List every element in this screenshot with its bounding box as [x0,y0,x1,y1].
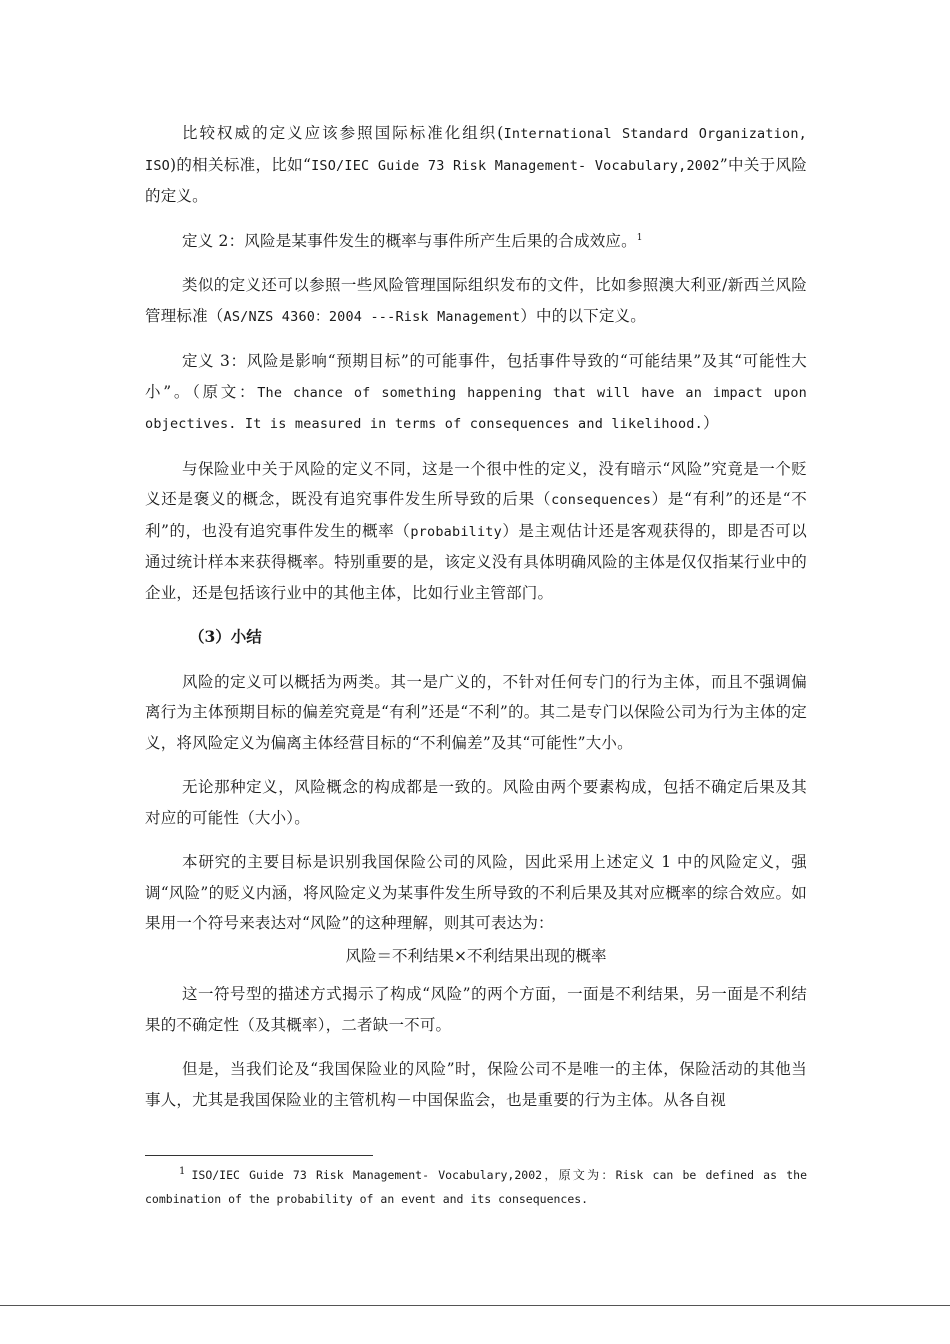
english-run: International Standard Organization, ISO [145,126,807,174]
text-run: ，原文为： [542,1168,616,1182]
english-run: AS/NZS 4360：2004 ---Risk Management [223,308,521,325]
english-run: consequences [551,492,652,508]
text-run: 与保险业中关于风险的定义不同，这是一个很中性的定义，没有暗示“风险”究竟是一个贬义还是褒义的概念，既没有追究事件发生所导致的后果（ [145,459,807,508]
paragraph-research-goal: 本研究的主要目标是识别我国保险公司的风险，因此采用上述定义 1 中的风险定义，强调“风险”的贬义内涵，将风险定义为某事件发生所导致的不利后果及其对应概率的综合效应。如果用一个符号来表达对“风险”的这种理解，则其可表达为： [145,853,807,932]
english-run: ISO/IEC Guide 73 Risk Management- Vocabulary,2002 [191,1168,543,1182]
text-run: )的相关标准，比如“ [169,155,312,174]
footnote: 1 ISO/IEC Guide 73 Risk Management- Vocabulary,2002，原文为：Risk can be defined as the combination of the probability of an event and its consequences. [145,1166,807,1206]
paragraph-definition-3 [145,346,807,440]
paragraph-other-subjects: 但是，当我们论及“我国保险业的风险”时，保险公司不是唯一的主体，保险活动的其他当事人，尤其是我国保险业的主管机构－中国保监会，也是重要的行为主体。从各自视 [145,1060,807,1109]
footnote-reference[interactable]: 1 [636,232,643,243]
risk-formula: 风险＝不利结果×不利结果出现的概率 [345,946,607,965]
text-run: 定义 2：风险是某事件发生的概率与事件所产生后果的合成效应。 [182,231,637,250]
text-run: ）中的以下定义。 [520,306,646,325]
paragraph-two-types: 风险的定义可以概括为两类。其一是广义的，不针对任何专门的行为主体，而且不强调偏离行为主体预期目标的偏差究竟是“有利”还是“不利”的。其二是专门以保险公司为行为主体的定义，将风险定义为偏离主体经营目标的“不利偏差”及其“可能性”大小。 [145,672,807,752]
paragraph-neutral-definition [145,454,807,609]
paragraph-two-aspects: 这一符号型的描述方式揭示了构成“风险”的两个方面，一面是不利结果，另一面是不利结果的不确定性（及其概率），二者缺一不可。 [145,985,807,1034]
text-run: ）是“有利”的还是“不利”的，也没有追究事件发生的概率（ [145,490,807,540]
section-heading-summary: （3）小结 [189,627,262,646]
text-run: 定义 3：风险是影响“预期目标”的可能事件，包括事件导致的“可能结果”及其“可能性大小”。（原文： [145,352,807,401]
paragraph-iso-reference [145,118,807,212]
text-run: ）是主观估计还是客观获得的，即是否可以通过统计样本来获得概率。特别重要的是，该定义没有具体明确风险的主体是仅仅指某行业中的企业，还是包括该行业中的其他主体，比如行业主管部门。 [145,521,807,602]
paragraph-two-elements: 无论那种定义，风险概念的构成都是一致的。风险由两个要素构成，包括不确定后果及其对应的可能性（大小）。 [145,778,807,827]
footnote-separator [145,1155,373,1156]
page-bottom-border [0,1305,950,1306]
english-run: Risk can be defined as the combination of the probability of an event and its consequences. [145,1168,807,1206]
text-run: ） [702,414,719,432]
english-run: The chance of something happening that will have an impact upon objectives. It is measured in terms of consequences and likelihood. [145,384,807,432]
text-run: ”中关于风险的定义。 [145,155,808,205]
paragraph-definition-2 [145,226,807,257]
document-body [145,118,807,1115]
text-run: 比较权威的定义应该参照国际标准化组织( [182,124,504,142]
text-run: 类似的定义还可以参照一些风险管理国际组织发布的文件，比如参照澳大利亚/新西兰风险管理标准（ [145,276,807,325]
english-run: ISO/IEC Guide 73 Risk Management- Vocabulary,2002 [311,157,720,174]
paragraph-as-nzs-reference [145,270,807,332]
english-run: probability [410,523,502,540]
